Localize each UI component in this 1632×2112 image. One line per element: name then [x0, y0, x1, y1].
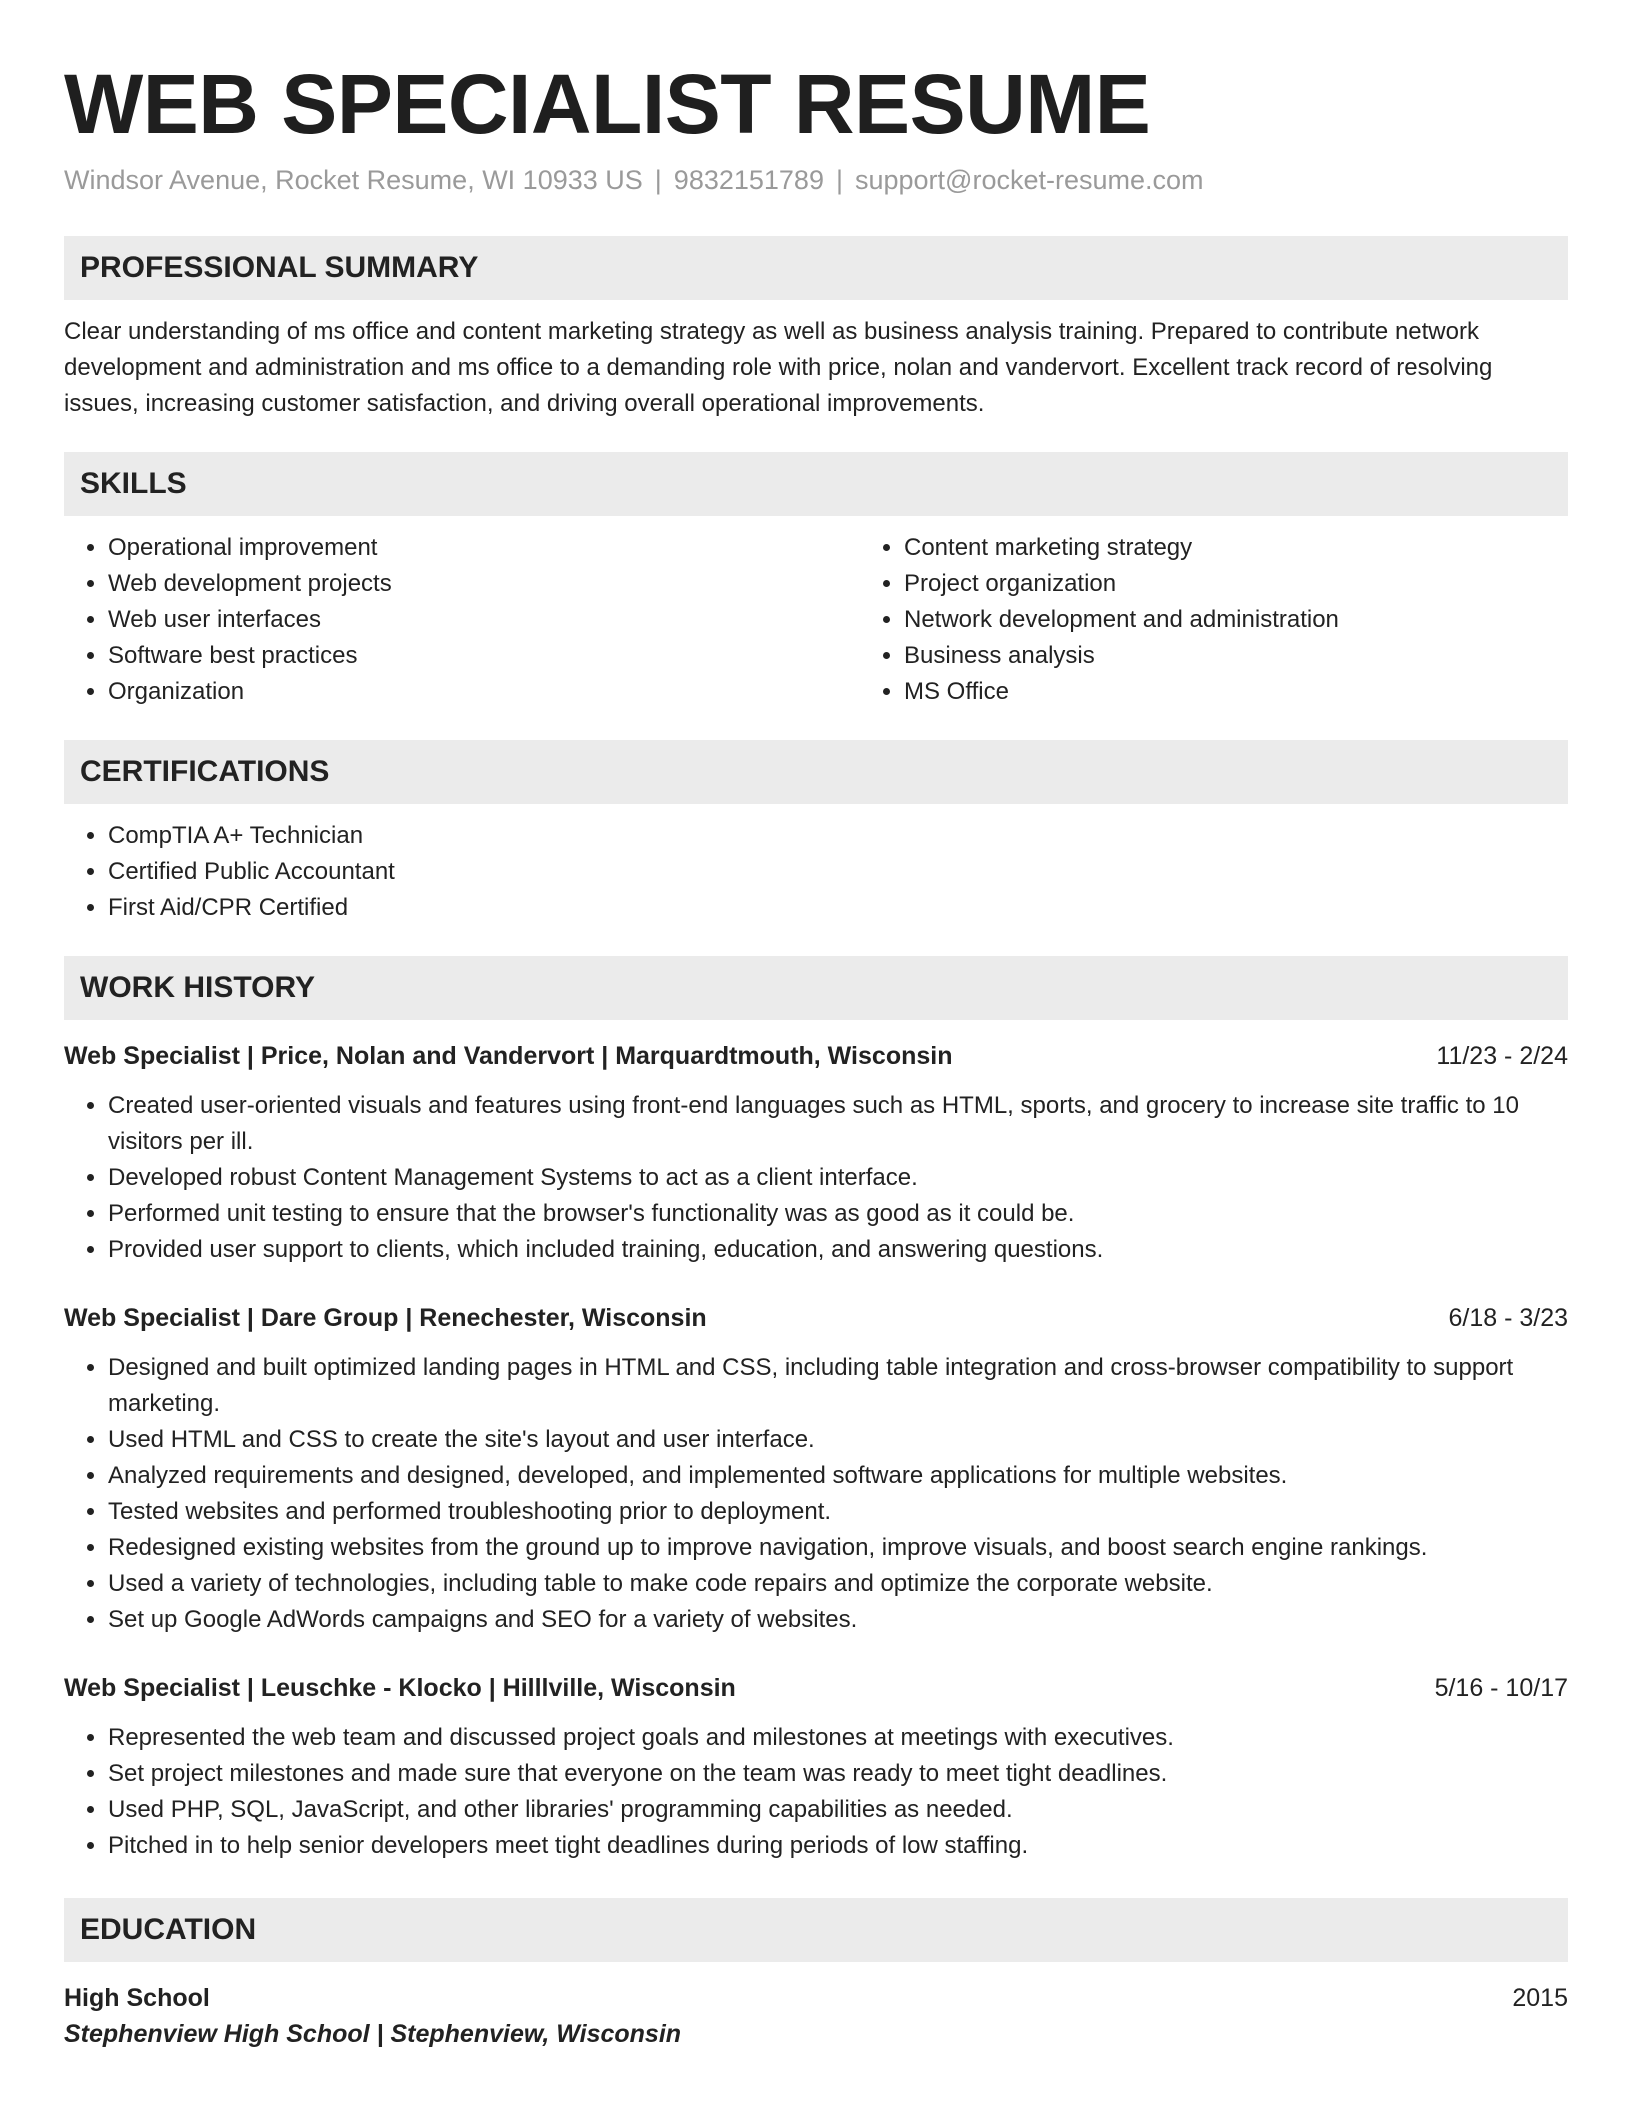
resume-page [64, 0, 1568, 2052]
list-item: • Web development projects [108, 566, 860, 602]
job-entry [64, 1670, 1568, 1864]
contact-phone: 9832151789 [673, 165, 824, 195]
contact-line [64, 162, 1568, 198]
job-dates: 11/23 - 2/24 [1436, 1042, 1568, 1070]
resume-title: WEB SPECIALIST RESUME [64, 57, 1151, 151]
education-degree: High School [64, 1984, 210, 2012]
job-title: Web Specialist | Leuschke - Klocko | Hilllville, Wisconsin [64, 1674, 736, 1702]
section-heading-education: EDUCATION [64, 1898, 1568, 1962]
job-title: Web Specialist | Dare Group | Renechester, Wisconsin [64, 1304, 707, 1332]
job-title: Web Specialist | Price, Nolan and Vandervort | Marquardtmouth, Wisconsin [64, 1042, 953, 1070]
section-heading-skills: SKILLS [64, 452, 1568, 516]
job-entry [64, 1300, 1568, 1638]
job-header [64, 1300, 1568, 1336]
section-heading-certifications: CERTIFICATIONS [64, 740, 1568, 804]
list-item: • Set project milestones and made sure that everyone on the team was ready to meet tight deadlines. [108, 1756, 1568, 1792]
contact-separator: | [835, 165, 843, 195]
skills-column-right [860, 530, 1632, 710]
education-header [64, 1980, 1568, 2016]
summary-text: Clear understanding of ms office and content marketing strategy as well as business analysis training. Prepared to contribute network development and administration and ms office to a demanding role with price, nolan and vandervort. Excellent track record of resolving issues, increasing customer satisfaction, and driving overall operational improvements. [64, 318, 1493, 417]
list-item: • Certified Public Accountant [108, 854, 1568, 890]
skills-column-left [64, 530, 860, 710]
list-item: • Set up Google AdWords campaigns and SEO for a variety of websites. [108, 1602, 1568, 1638]
list-item: • Used a variety of technologies, including table to make code repairs and optimize the corporate website. [108, 1566, 1568, 1602]
job-dates: 5/16 - 10/17 [1434, 1674, 1568, 1702]
list-item: • First Aid/CPR Certified [108, 890, 1568, 926]
list-item: • Organization [108, 674, 860, 710]
list-item: • Designed and built optimized landing pages in HTML and CSS, including table integration and cross-browser compatibility to support marketing. [108, 1350, 1568, 1422]
list-item: • CompTIA A+ Technician [108, 818, 1568, 854]
list-item: • Created user-oriented visuals and features using front-end languages such as HTML, sports, and grocery to increase site traffic to 10 visitors per ill. [108, 1088, 1568, 1160]
list-item: • Content marketing strategy [904, 530, 1632, 566]
list-item: • Tested websites and performed troubleshooting prior to deployment. [108, 1494, 1568, 1530]
list-item: • Used HTML and CSS to create the site's layout and user interface. [108, 1422, 1568, 1458]
list-item: • Performed unit testing to ensure that the browser's functionality was as good as it could be. [108, 1196, 1568, 1232]
list-item: • Operational improvement [108, 530, 860, 566]
list-item: • Used PHP, SQL, JavaScript, and other libraries' programming capabilities as needed. [108, 1792, 1568, 1828]
list-item: • Business analysis [904, 638, 1632, 674]
list-item: • Provided user support to clients, which included training, education, and answering questions. [108, 1232, 1568, 1268]
section-heading-work-history: WORK HISTORY [64, 956, 1568, 1020]
job-header [64, 1038, 1568, 1074]
certifications-list [64, 818, 1568, 926]
list-item: • Developed robust Content Management Systems to act as a client interface. [108, 1160, 1568, 1196]
education-school: Stephenview High School | Stephenview, Wisconsin [64, 2020, 682, 2048]
list-item: • Pitched in to help senior developers meet tight deadlines during periods of low staffing. [108, 1828, 1568, 1864]
contact-separator: | [654, 165, 662, 195]
education-entry [64, 1980, 1568, 2052]
list-item: • Software best practices [108, 638, 860, 674]
list-item: • Represented the web team and discussed project goals and milestones at meetings with executives. [108, 1720, 1568, 1756]
section-heading-summary: PROFESSIONAL SUMMARY [64, 236, 1568, 300]
contact-email: support@rocket-resume.com [854, 165, 1204, 195]
list-item: • Project organization [904, 566, 1632, 602]
education-year: 2015 [1512, 1984, 1568, 2012]
job-bullets [64, 1350, 1568, 1638]
skills-list [64, 516, 1568, 710]
list-item: • Analyzed requirements and designed, developed, and implemented software applications for multiple websites. [108, 1458, 1568, 1494]
job-dates: 6/18 - 3/23 [1448, 1304, 1568, 1332]
contact-address: Windsor Avenue, Rocket Resume, WI 10933 US [64, 165, 643, 195]
job-bullets [64, 1088, 1568, 1268]
job-header [64, 1670, 1568, 1706]
list-item: • Redesigned existing websites from the ground up to improve navigation, improve visuals, and boost search engine rankings. [108, 1530, 1568, 1566]
job-bullets [64, 1720, 1568, 1864]
list-item: • Web user interfaces [108, 602, 860, 638]
list-item: • Network development and administration [904, 602, 1632, 638]
job-entry [64, 1038, 1568, 1268]
list-item: • MS Office [904, 674, 1632, 710]
